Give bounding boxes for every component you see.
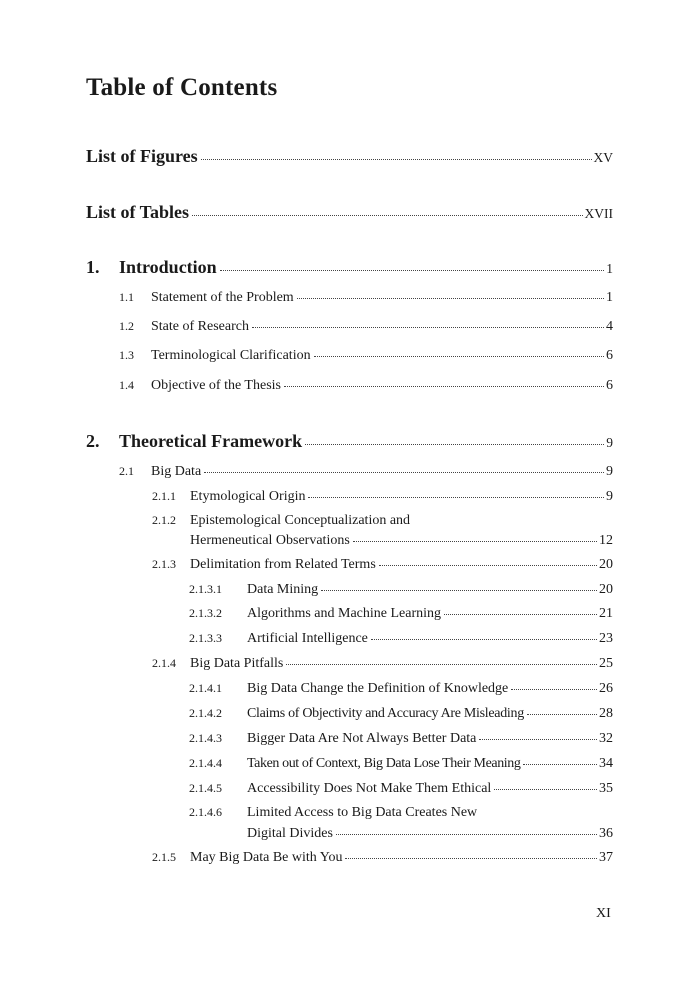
dot-leader <box>192 215 582 216</box>
toc-number: 1.2 <box>119 319 134 333</box>
toc-section-2-1-4-2[interactable] <box>189 706 613 722</box>
dot-leader <box>284 386 604 387</box>
page-title: Table of Contents <box>86 74 278 101</box>
toc-section-2-1-3-3[interactable] <box>189 631 613 647</box>
toc-section-2-1-4-6[interactable] <box>189 805 613 821</box>
toc-page-number: XVII <box>584 206 613 221</box>
toc-number: 2.1.4.3 <box>189 731 222 745</box>
toc-number: 2.1.3.2 <box>189 606 222 620</box>
toc-entry-text: Statement of the Problem <box>151 290 294 305</box>
toc-section-2-1-3-2[interactable] <box>189 606 613 622</box>
toc-page-number: 6 <box>606 348 613 363</box>
toc-section-2-1-3-1[interactable] <box>189 582 613 598</box>
toc-page-number: 21 <box>599 606 613 621</box>
dot-leader <box>220 270 605 271</box>
toc-section-2-1-4-1[interactable] <box>189 681 613 697</box>
toc-entry-text: Etymological Origin <box>190 489 306 504</box>
toc-page-number: 34 <box>599 756 613 771</box>
toc-section-2-1-4-4[interactable] <box>189 756 613 772</box>
dot-leader <box>321 590 597 591</box>
toc-section-1-3[interactable] <box>119 348 613 364</box>
dot-leader <box>353 541 597 542</box>
dot-leader <box>494 789 597 790</box>
toc-entry-text: Introduction <box>119 257 217 277</box>
toc-number: 2. <box>86 431 100 451</box>
toc-number: 2.1.3.3 <box>189 631 222 645</box>
toc-entry-text: Claims of Objectivity and Accuracy Are Misleading <box>247 706 524 721</box>
toc-page-number: 25 <box>599 656 613 671</box>
toc-entry-text: Data Mining <box>247 582 319 597</box>
dot-leader <box>297 298 604 299</box>
toc-section-2-1-4-6-continuation[interactable] <box>247 826 613 842</box>
toc-number: 1.1 <box>119 290 134 304</box>
toc-section-2-1-1[interactable] <box>152 489 613 505</box>
toc-entry-text: Delimitation from Related Terms <box>190 557 376 572</box>
toc-section-1-2[interactable] <box>119 319 613 335</box>
dot-leader <box>379 565 597 566</box>
dot-leader <box>305 444 604 445</box>
toc-entry-text: List of Figures <box>86 146 198 166</box>
toc-section-1-1[interactable] <box>119 290 613 306</box>
toc-entry-text: Big Data Pitfalls <box>190 656 284 671</box>
dot-leader <box>252 327 604 328</box>
toc-entry-text: Accessibility Does Not Make Them Ethical <box>247 781 492 796</box>
toc-page-number: 9 <box>606 435 613 450</box>
toc-entry-text: Epistemological Conceptualization and <box>190 513 411 528</box>
dot-leader <box>204 472 604 473</box>
toc-section-2-1-2[interactable] <box>152 513 613 529</box>
toc-page-number: 20 <box>599 582 613 597</box>
toc-number: 2.1.4.2 <box>189 706 222 720</box>
toc-page-number: 20 <box>599 557 613 572</box>
toc-section-2-1-4-3[interactable] <box>189 731 613 747</box>
toc-page-number: 26 <box>599 681 613 696</box>
toc-section-2-1-4-5[interactable] <box>189 781 613 797</box>
toc-entry-text: Digital Divides <box>247 826 333 841</box>
toc-section-2-1-2-continuation[interactable] <box>190 533 613 549</box>
toc-entry-text: Terminological Clarification <box>151 348 311 363</box>
toc-section-2-1-3[interactable] <box>152 557 613 573</box>
dot-leader <box>314 356 604 357</box>
toc-page-number: 12 <box>599 533 613 548</box>
dot-leader <box>201 159 592 160</box>
dot-leader <box>345 858 597 859</box>
dot-leader <box>308 497 604 498</box>
dot-leader <box>511 689 597 690</box>
toc-page-number: 23 <box>599 631 613 646</box>
toc-page-number: 37 <box>599 850 613 865</box>
toc-number: 2.1.3 <box>152 557 176 571</box>
toc-number: 2.1.3.1 <box>189 582 222 596</box>
toc-page-number: 6 <box>606 378 613 393</box>
toc-number: 1.3 <box>119 348 134 362</box>
toc-entry-text: Objective of the Thesis <box>151 378 281 393</box>
toc-page-number: 1 <box>606 261 613 276</box>
toc-entry-list-of-figures[interactable] <box>86 146 613 167</box>
toc-entry-text: Theoretical Framework <box>119 431 303 451</box>
toc-number: 2.1.2 <box>152 513 176 527</box>
dot-leader <box>336 834 597 835</box>
toc-page-number: 32 <box>599 731 613 746</box>
toc-page-number: 9 <box>606 489 613 504</box>
toc-number: 2.1.4.6 <box>189 805 222 819</box>
toc-number: 2.1 <box>119 464 134 478</box>
toc-entry-text: Big Data Change the Definition of Knowledge <box>247 681 509 696</box>
toc-entry-text: Hermeneutical Observations <box>190 533 350 548</box>
toc-section-1-4[interactable] <box>119 378 613 394</box>
dot-leader <box>286 664 597 665</box>
toc-chapter-1[interactable] <box>86 257 613 278</box>
toc-entry-text: Algorithms and Machine Learning <box>247 606 442 621</box>
page-number-folio: XI <box>596 906 611 921</box>
toc-number: 2.1.5 <box>152 850 176 864</box>
toc-number: 2.1.4.5 <box>189 781 222 795</box>
toc-number: 2.1.4 <box>152 656 176 670</box>
toc-entry-text: Limited Access to Big Data Creates New <box>247 805 478 820</box>
toc-number: 2.1.4.1 <box>189 681 222 695</box>
toc-chapter-2[interactable] <box>86 431 613 452</box>
toc-entry-text: Artificial Intelligence <box>247 631 368 646</box>
toc-entry-text: State of Research <box>151 319 249 334</box>
dot-leader <box>479 739 597 740</box>
toc-page-number: XV <box>593 150 613 165</box>
dot-leader <box>371 639 597 640</box>
toc-page-number: 28 <box>599 706 613 721</box>
toc-entry-text: Taken out of Context, Big Data Lose Their Meaning <box>247 756 521 771</box>
toc-number: 2.1.4.4 <box>189 756 222 770</box>
toc-section-2-1[interactable] <box>119 464 613 480</box>
dot-leader <box>444 614 597 615</box>
toc-page-number: 1 <box>606 290 613 305</box>
dot-leader <box>527 714 597 715</box>
toc-page-number: 4 <box>606 319 613 334</box>
toc-page-number: 35 <box>599 781 613 796</box>
toc-number: 1. <box>86 257 100 277</box>
toc-page-number: 36 <box>599 826 613 841</box>
toc-entry-text: List of Tables <box>86 202 190 222</box>
toc-section-2-1-4[interactable] <box>152 656 613 672</box>
toc-entry-text: Bigger Data Are Not Always Better Data <box>247 731 477 746</box>
toc-page-number: 9 <box>606 464 613 479</box>
toc-number: 2.1.1 <box>152 489 176 503</box>
toc-entry-text: Big Data <box>151 464 202 479</box>
toc-number: 1.4 <box>119 378 134 392</box>
dot-leader <box>523 764 597 765</box>
toc-section-2-1-5[interactable] <box>152 850 613 866</box>
toc-entry-list-of-tables[interactable] <box>86 202 613 223</box>
toc-entry-text: May Big Data Be with You <box>190 850 343 865</box>
